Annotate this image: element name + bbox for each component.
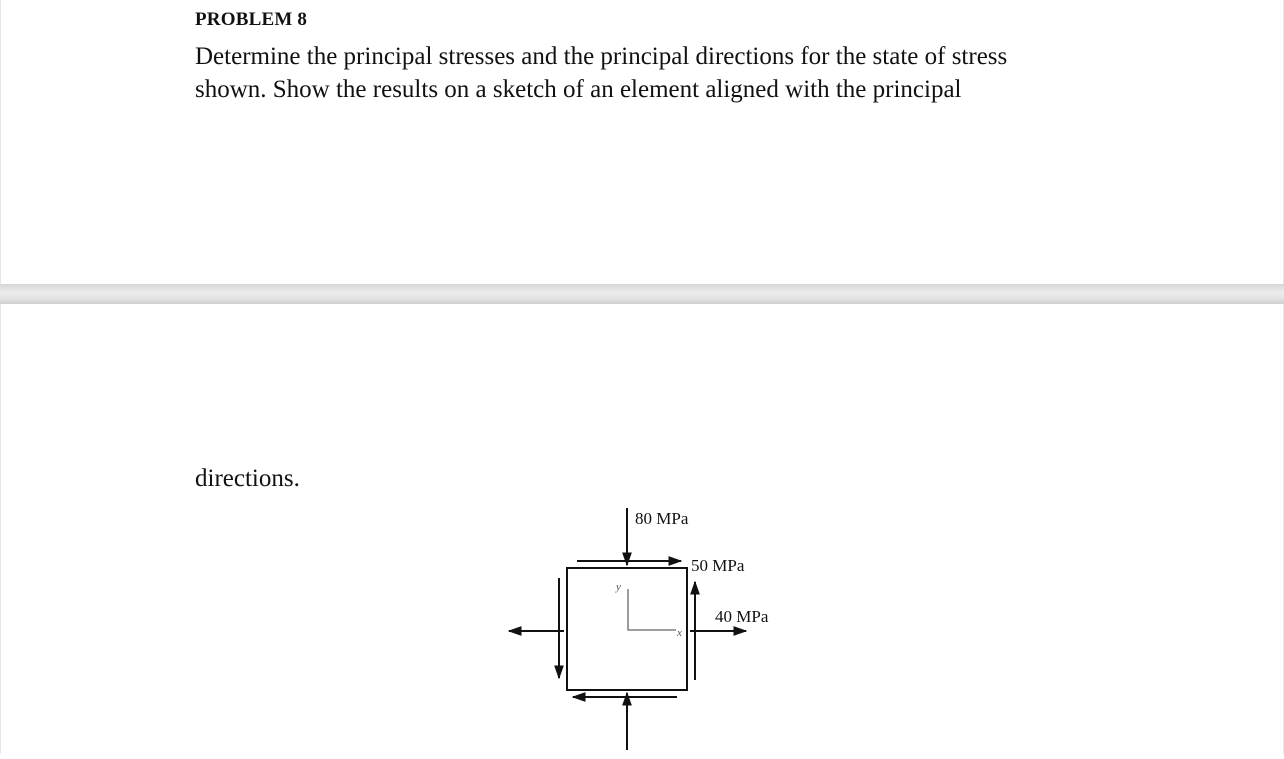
tau-label: 50 MPa: [691, 556, 745, 575]
stress-element-square: [567, 568, 687, 690]
axis-x-label: x: [677, 627, 682, 639]
document-page-2: [0, 304, 1284, 754]
stress-element-svg: [501, 494, 791, 754]
axis-y-label: y: [616, 581, 621, 593]
sigma-x-label: 40 MPa: [715, 607, 769, 626]
problem-title: PROBLEM 8: [195, 9, 308, 30]
document-page-1: [0, 0, 1284, 284]
stress-element-figure: [501, 494, 791, 754]
problem-statement-line-2: shown. Show the results on a sketch of an element aligned with the principal: [195, 76, 962, 103]
sigma-y-label: 80 MPa: [635, 509, 689, 528]
problem-statement-line-3: directions.: [195, 465, 300, 492]
local-axes: [628, 589, 676, 630]
page-separator: [0, 284, 1284, 304]
problem-statement-line-1: Determine the principal stresses and the principal directions for the state of stress: [195, 43, 1008, 70]
